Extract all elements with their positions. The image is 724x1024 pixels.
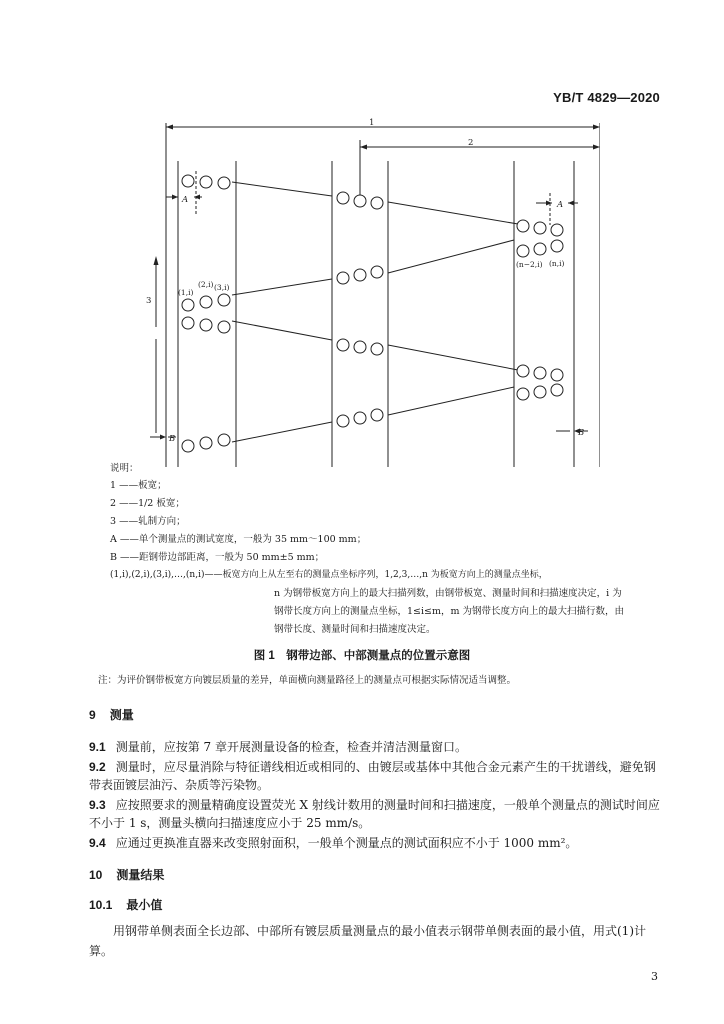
page-number: 3 — [651, 970, 658, 983]
dim-2-label: 2 — [468, 138, 474, 148]
point-3-label: (3,i) — [214, 283, 230, 292]
A-label-left: A — [182, 195, 189, 205]
dim-1-label: 1 — [369, 118, 375, 128]
point-2-label: (2,i) — [198, 280, 214, 289]
section-10-title: 测量结果 — [116, 868, 165, 882]
legend-item-coords: (1,i),(2,i),(3,i),…,(n,i)——板宽方向上从左至右的测量点坐标序列，1,2,3,…,n 为板宽方向上的测量点坐标， — [110, 570, 548, 580]
legend-coords-cont-1: n 为钢带板宽方向上的最大扫描列数，由钢带板宽、测量时间和扫描速度决定，i 为 — [274, 588, 622, 599]
point-1-label: (1,i) — [178, 288, 194, 297]
section-10-heading — [89, 866, 164, 883]
figure-measurement-points — [140, 115, 600, 467]
B-label-left: B — [169, 434, 176, 444]
legend-title: 说明： — [110, 463, 139, 474]
section-10-1-paragraph: 用钢带单侧表面全长边部、中部所有镀层质量测量点的最小值表示钢带单侧表面的最小值，用式(1)计算。 — [89, 924, 647, 958]
section-9-number: 9 — [89, 708, 96, 722]
legend-item-2: 2 ——1/2 板宽； — [110, 498, 185, 509]
A-label-right: A — [557, 200, 564, 210]
figure-caption: 图 1 钢带边部、中部测量点的位置示意图 — [253, 650, 471, 662]
clause-9-2: 9.2 测量时，应尽量消除与特征谱线相近或相同的、由镀层或基体中其他合金元素产生的干扰谱线，避免钢带表面镀层油污、杂质等污染物。 — [89, 760, 656, 792]
clause-9-4: 9.4 应通过更换准直器来改变照射面积，一般单个测量点的测试面积应不小于 1000 mm²。 — [89, 836, 578, 850]
dim-3-label: 3 — [146, 296, 152, 306]
legend-item-A: A ——单个测量点的测试宽度，一般为 35 mm～100 mm； — [110, 534, 367, 545]
section-9-heading — [89, 706, 134, 723]
section-10-number: 10 — [89, 868, 103, 882]
legend-item-3: 3 ——轧制方向； — [110, 516, 186, 527]
figure-note: 注：为评价钢带板宽方向镀层质量的差异，单面横向测量路径上的测量点可根据实际情况适当调整。 — [98, 675, 517, 686]
standard-code: YB/T 4829—2020 — [553, 90, 660, 105]
point-n-label: (n,i) — [549, 259, 565, 268]
point-n2-label: (n−2,i) — [516, 260, 543, 269]
legend-coords-cont-2: 钢带长度方向上的测量点坐标，1≤i≤m，m 为钢带长度方向上的最大扫描行数，由 — [274, 606, 625, 617]
clause-9-1: 9.1 测量前，应按第 7 章开展测量设备的检查，检查并清洁测量窗口。 — [89, 740, 467, 754]
section-9-title: 测量 — [109, 708, 134, 722]
B-label-right: B — [578, 428, 585, 438]
legend-item-B: B ——距钢带边部距离，一般为 50 mm±5 mm； — [110, 552, 325, 563]
legend-coords-cont-3: 钢带长度、测量时间和扫描速度决定。 — [274, 624, 436, 635]
legend-item-1: 1 ——板宽； — [110, 480, 167, 491]
subsection-10-1-heading: 10.1 最小值 — [89, 898, 163, 912]
clause-9-3: 9.3 应按照要求的测量精确度设置荧光 X 射线计数用的测量时间和扫描速度，一般单个测量点的测试时间应不小于 1 s，测量头横向扫描速度应小于 25 mm/s。 — [89, 798, 660, 830]
